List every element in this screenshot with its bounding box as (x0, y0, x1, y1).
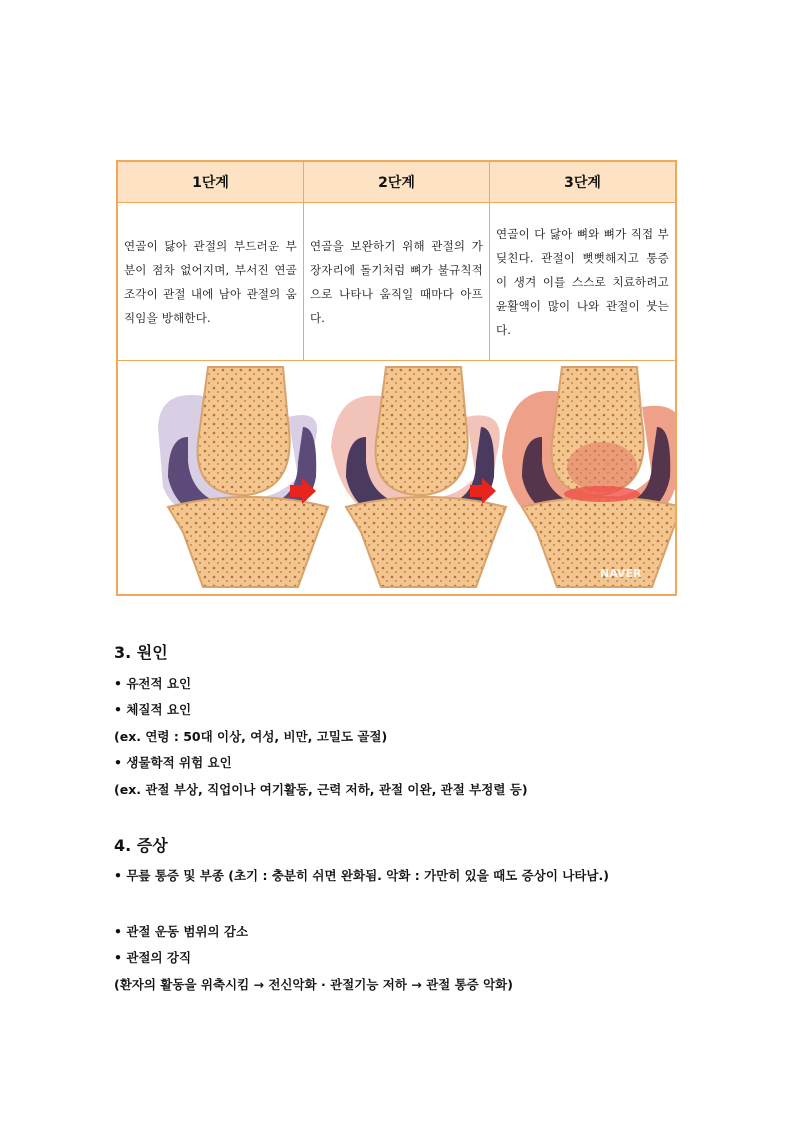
stage-header-row (118, 162, 675, 203)
stage-text-1: 연골이 닳아 관절의 부드러운 부분이 점차 없어지며, 부서진 연골 조각이 관절 내에 남아 관절의 움직임을 방해한다. (124, 238, 297, 325)
watermark-naver: NAVER (600, 567, 642, 580)
symptom-item: • 무릎 통증 및 부종 (초기 : 충분히 쉬면 완화됨. 악화 : 가만히 있을 때도 증상이 나타남.) (114, 868, 609, 883)
stage-cell-3 (490, 203, 675, 360)
stage-text-2: 연골을 보완하기 위해 관절의 가장자리에 돌기처럼 뼈가 불규칙적으로 나타나 움직일 때마다 아프다. (310, 238, 483, 325)
stage-header-1: 1단계 (118, 162, 304, 202)
stage-description-row (118, 203, 675, 361)
stage-text-3: 연골이 다 닳아 뼈와 뼈가 직접 부딪친다. 관절이 뻣뻣해지고 통증이 생겨 이를 스스로 치료하려고 윤활액이 많이 나와 관절이 붓는다. (496, 226, 669, 337)
knee-joint-stage3-icon (502, 367, 675, 587)
symptom-item: • 관절의 강직 (114, 950, 192, 965)
knee-joint-stage1-icon (158, 367, 328, 587)
symptom-item: • 관절 운동 범위의 감소 (114, 924, 249, 939)
cause-example: (ex. 관절 부상, 직업이나 여기활동, 근력 저하, 관절 이완, 관절 부정렬 등) (114, 782, 528, 797)
stage-header-3: 3단계 (564, 175, 601, 191)
stage-table (116, 160, 677, 596)
knee-joint-stage2-icon (331, 367, 506, 587)
symptom-note: (환자의 활동을 위축시킴 → 전신악화 · 관절기능 저하 → 관절 통증 악화) (114, 977, 513, 992)
stage-cell-1 (118, 203, 304, 360)
knee-illustration (118, 361, 675, 594)
cause-item: • 유전적 요인 (114, 676, 192, 691)
stage-header-2: 2단계 (304, 162, 490, 202)
cause-item: • 생물학적 위험 요인 (114, 755, 232, 770)
section3-title: 3. 원인 (114, 643, 168, 662)
stage-cell-2 (304, 203, 490, 360)
cause-example: (ex. 연령 : 50대 이상, 여성, 비만, 고밀도 골절) (114, 729, 388, 744)
cause-item: • 체질적 요인 (114, 702, 192, 717)
section4-title: 4. 증상 (114, 836, 168, 855)
